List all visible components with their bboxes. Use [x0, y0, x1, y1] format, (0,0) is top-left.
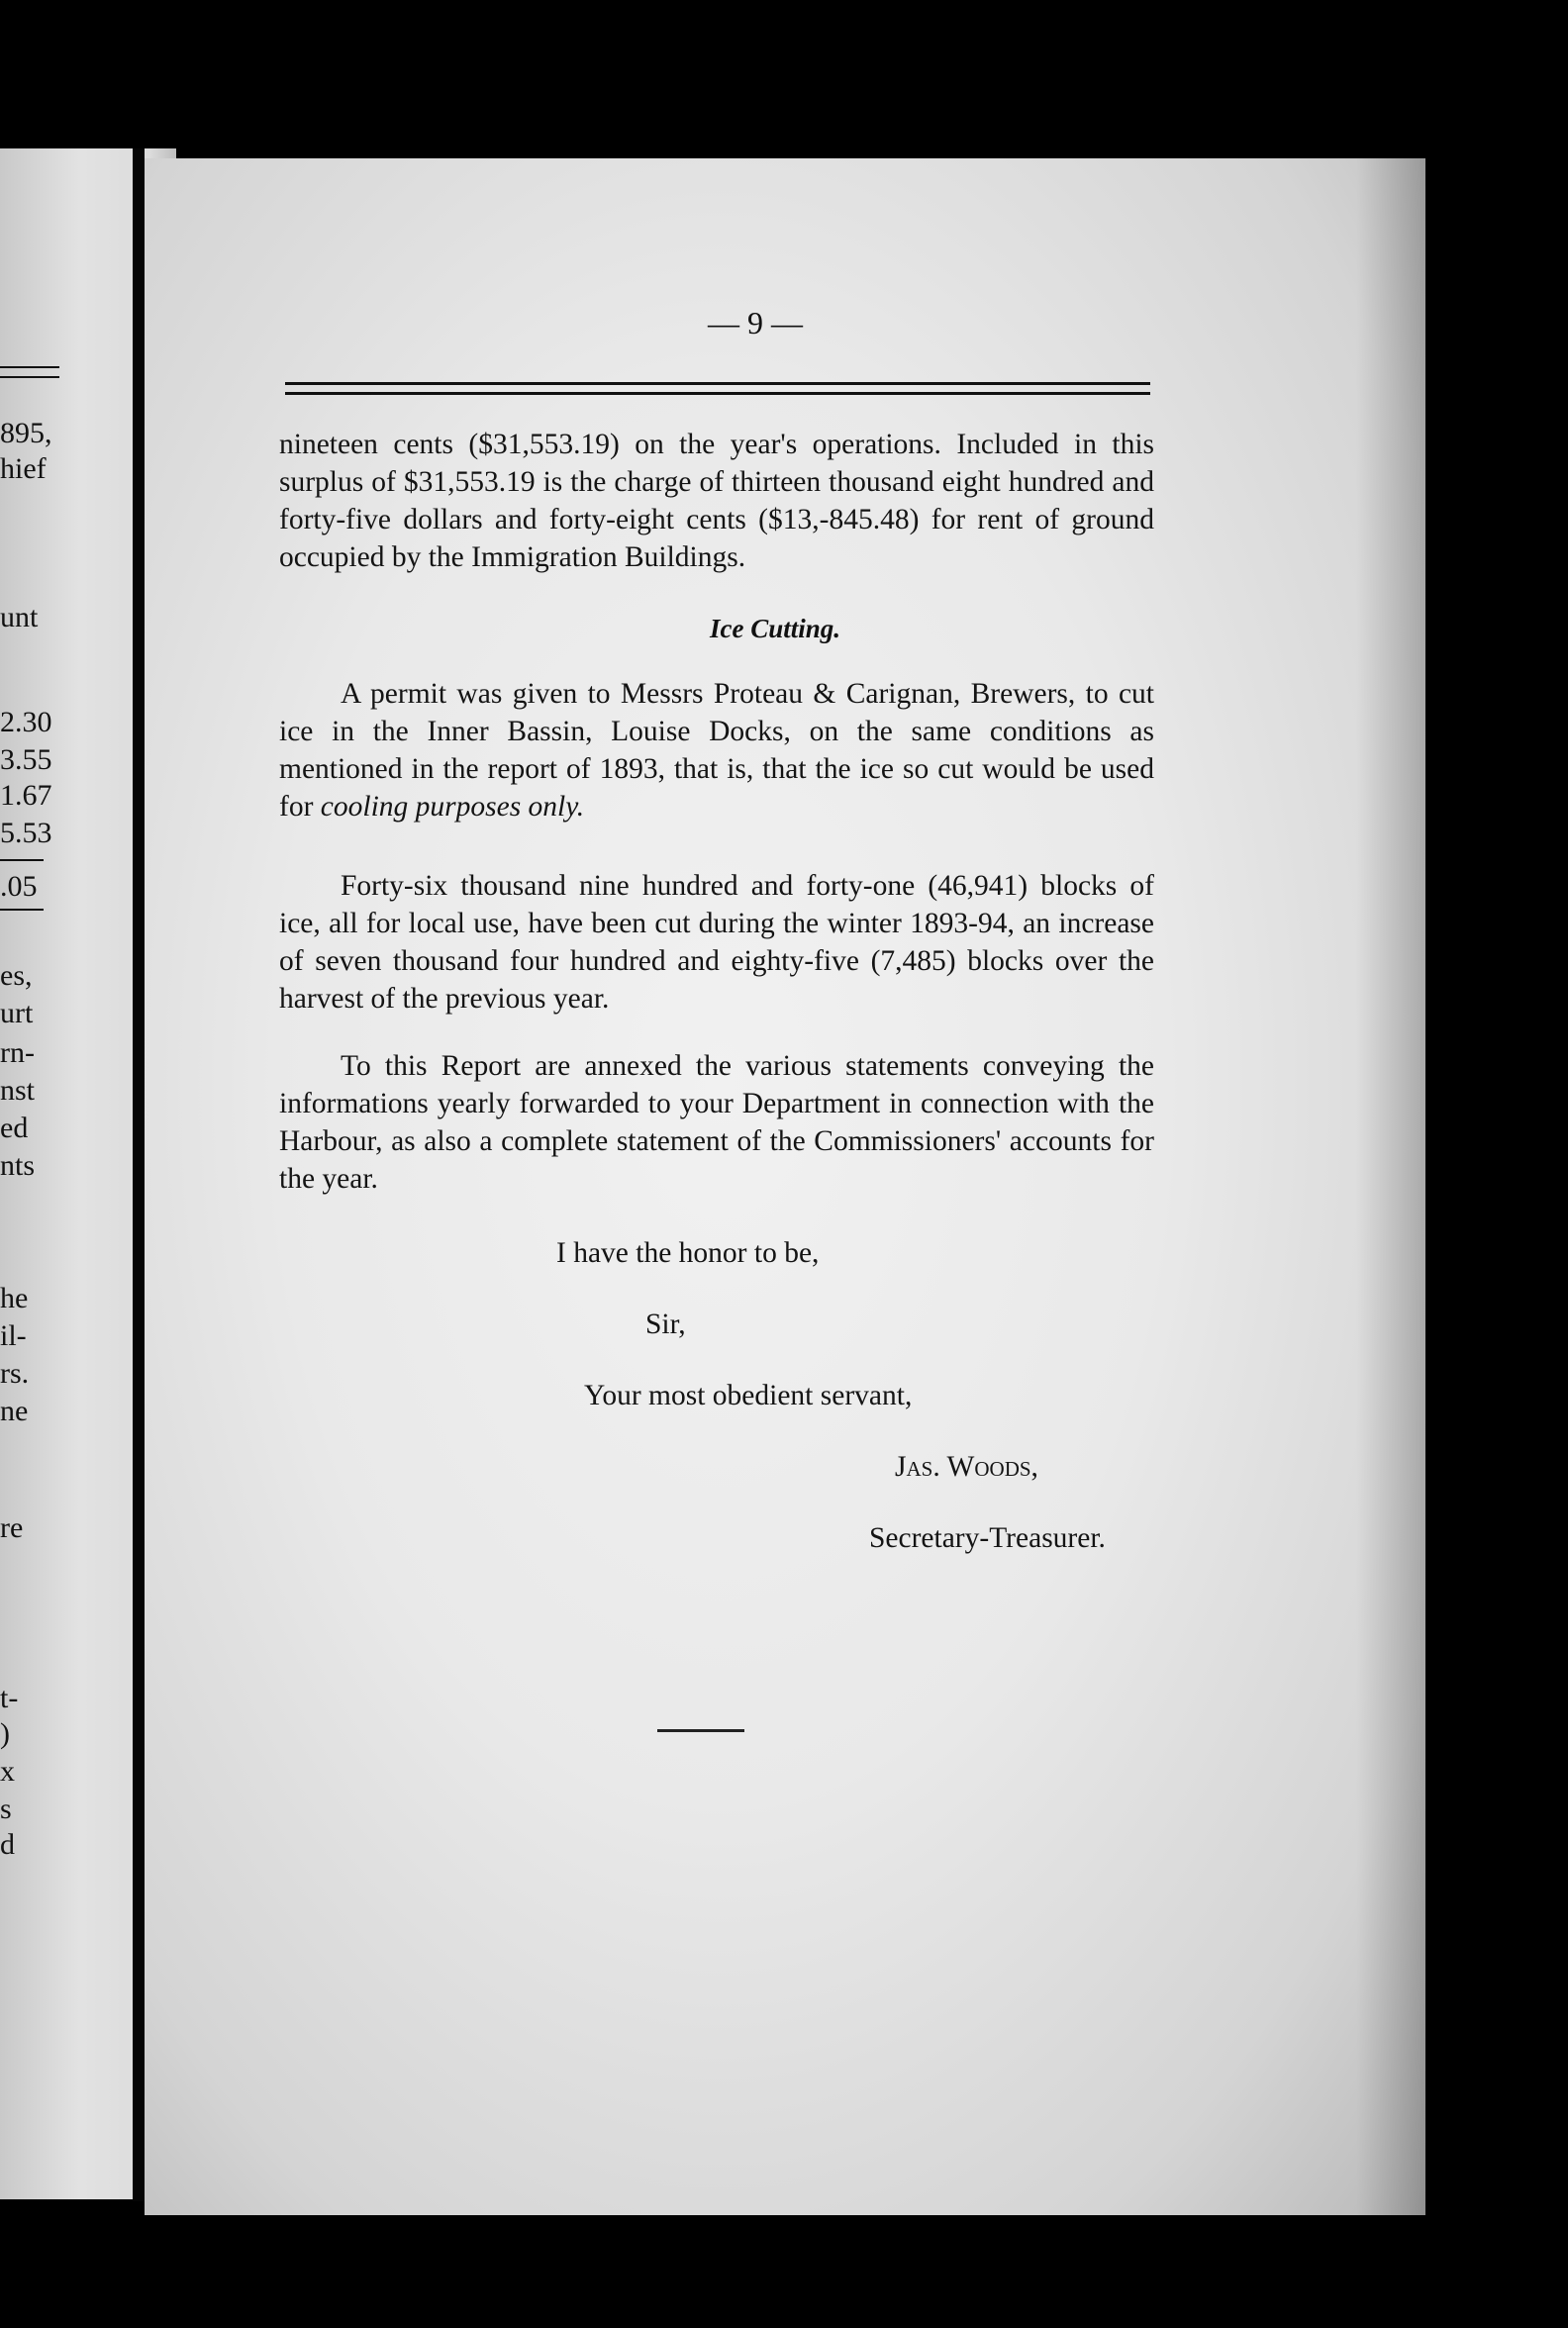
left-fragment: nts: [0, 1149, 36, 1182]
left-fragment: nst: [0, 1074, 36, 1107]
left-page-sum-rule: [0, 859, 44, 861]
left-fragment: il-: [0, 1319, 27, 1352]
closing-salutation: Sir,: [645, 1309, 686, 1340]
left-page-rule: [0, 376, 59, 378]
left-page-sum-rule: [0, 909, 44, 911]
paragraph-text: To this Report are annexed the various statements conveying the informations yearly forwarded to your Department in connection with the Harbour, as also a complete statement of the Commissioners' accounts for the year.: [279, 1050, 1154, 1195]
book-gutter: [133, 148, 145, 2201]
paragraph-statements: [279, 1047, 1154, 1198]
left-page-rule: [0, 366, 59, 368]
closing-honor-line: I have the honor to be,: [556, 1237, 820, 1269]
left-fragment: rs.: [0, 1357, 30, 1390]
paragraph-text: [279, 675, 1154, 825]
page-edge-shadow: [1356, 158, 1425, 2215]
left-fragment: urt: [0, 997, 34, 1029]
header-rule-bottom: [285, 392, 1150, 395]
left-fragment: 1.67: [0, 779, 52, 812]
paragraph-text: Forty-six thousand nine hundred and forty-one (46,941) blocks of ice, all for local use, have been cut during the winter 1893-94, an increase of seven thousand four hundred and eighty-five (7,485) blocks over the harvest of the previous year.: [279, 870, 1154, 1015]
left-fragment: ): [0, 1717, 10, 1750]
left-fragment: .05: [0, 870, 38, 903]
left-fragment: x: [0, 1755, 15, 1788]
left-fragment: 895,: [0, 417, 52, 449]
left-fragment: ne: [0, 1395, 29, 1427]
left-fragment: re: [0, 1511, 24, 1544]
paragraph-text: nineteen cents ($31,553.19) on the year's operations. Included in this surplus of $31,553.19 is the charge of thirteen thousand eight hundred and forty-five dollars and forty-eight cents ($13,-845.48) for rent of ground occupied by the Immigration Buildings.: [279, 429, 1154, 573]
paragraph-ice-blocks: [279, 867, 1154, 1018]
paragraph-main-text: A permit was given to Messrs Proteau & Carignan, Brewers, to cut ice in the Inner Bassin, Louise Docks, on the same conditions as mentioned in the report of 1893, that is, that the ice so cut would be used for: [279, 678, 1154, 823]
header-rule-top: [285, 382, 1150, 385]
left-fragment: 3.55: [0, 743, 52, 776]
left-fragment: es,: [0, 959, 33, 992]
signature-name: Jas. Woods,: [895, 1451, 1038, 1483]
document-page: [145, 158, 1425, 2215]
closing-servant-line: Your most obedient servant,: [584, 1380, 913, 1411]
left-fragment: 5.53: [0, 817, 52, 849]
left-fragment: he: [0, 1282, 29, 1314]
left-fragment: ed: [0, 1112, 29, 1144]
left-fragment: 2.30: [0, 706, 52, 738]
left-fragment: unt: [0, 601, 39, 633]
paragraph-emphasis: cooling purposes only.: [320, 791, 585, 823]
end-rule: [657, 1729, 744, 1732]
signature-title: Secretary-Treasurer.: [869, 1522, 1106, 1554]
section-heading: Ice Cutting.: [709, 614, 841, 643]
left-fragment: rn-: [0, 1036, 35, 1069]
page-number: — 9 —: [708, 305, 803, 340]
left-fragment: d: [0, 1828, 15, 1861]
left-fragment: t-: [0, 1682, 19, 1714]
paragraph-permit: [279, 675, 1154, 825]
paragraph-surplus: [279, 426, 1154, 576]
left-fragment: hief: [0, 452, 47, 485]
left-fragment: s: [0, 1793, 12, 1825]
